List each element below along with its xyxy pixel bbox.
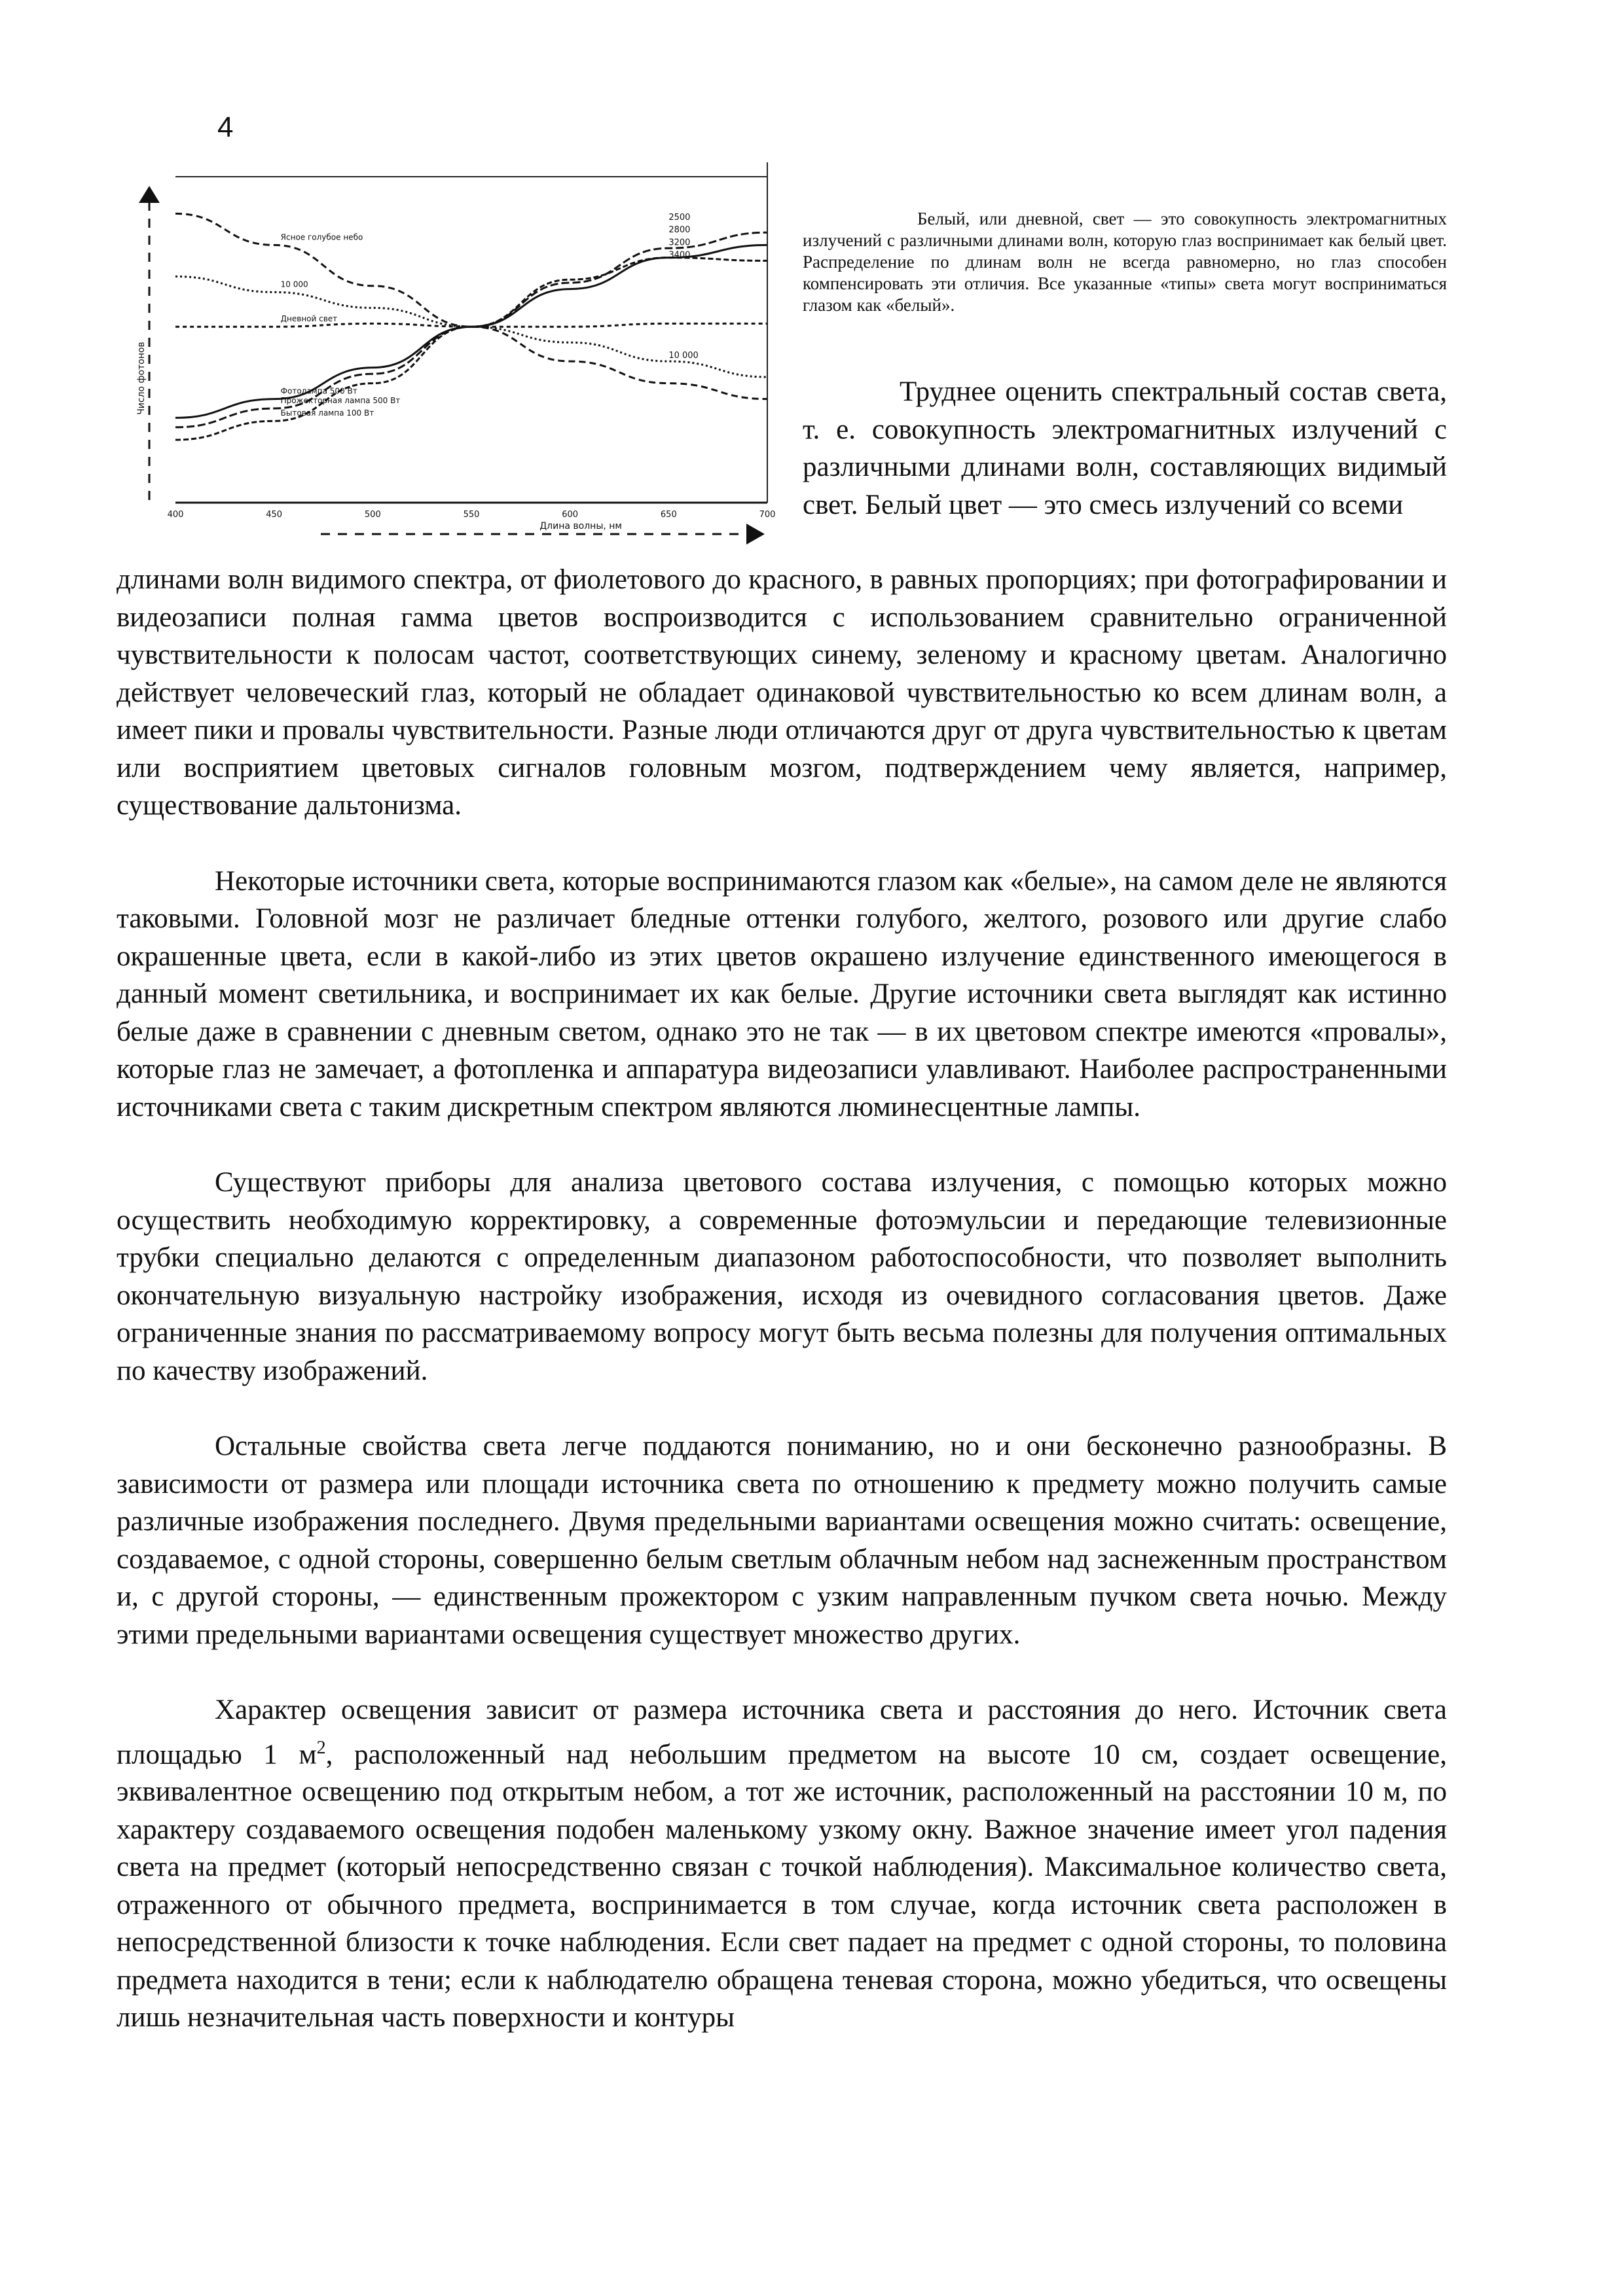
paragraph-5-part-a: Характер освещения зависит от размера источника света и расстояния до него. Источник света площадью 1 м [117, 1695, 1447, 1770]
body-text [117, 561, 1447, 2075]
series-label-4: Прожекторная лампа 500 Вт [280, 396, 401, 405]
y-axis-arrow [139, 186, 160, 203]
x-tick-label: 400 [167, 510, 184, 520]
series-label-3: Фотолампа 500 Вт [280, 386, 357, 396]
paragraph-4: Остальные свойства света легче поддаются пониманию, но и они бесконечно разнообразны. В зависимости от размера или площади источника света по отношению к предмету можно получить самые различные изображения последнего. Двумя предельными вариантами освещения можно считать: освещение, создаваемое, с одной стороны, совершенно белым светлым облачным небом над заснеженным пространством и, с другой стороны, — единственным прожектором с узким направленным пучком света ночью. Между этими предельными вариантами освещения существует множество других. [117, 1431, 1447, 1650]
paragraph-2: Некоторые источники света, которые воспринимаются глазом как «белые», на самом деле не являются таковыми. Головной мозг не различает бледные оттенки голубого, желтого, розового или другие слабо окрашенные цвета, если в какой-либо из этих цветов окрашено излучение единственного имеющегося в данный момент светильника, и воспринимает их как белые. Другие источники света выглядят как истинно белые даже в сравнении с дневным светом, однако это не так — в их цветовом спектре имеются «провалы», которые глаз не замечает, а фотопленка и аппаратура видеозаписи улавливают. Наиболее распространенными источниками света с таким дискретным спектром являются люминесцентные лампы. [117, 865, 1447, 1122]
series-label-1: Дневной свет [280, 314, 338, 324]
x-axis-label: Длина волны, нм [539, 521, 622, 531]
temperature-annotation-3: 3400 [668, 250, 691, 260]
temperature-annotation-2: 3200 [668, 238, 691, 248]
y-axis-label: Число фотонов [136, 342, 147, 415]
paragraph-3: Существуют приборы для анализа цветового состава излучения, с помощью которых можно осуществить необходимую корректировку, а современные фотоэмульсии и передающие телевизионные трубки специально делаются с определенным диапазоном работоспособности, что позволяет выполнить окончательную визуальную настройку изображения, исходя из очевидного согласования цветов. Даже ограниченные знания по рассматриваемому вопросу могут быть весьма полезны для получения оптимальных по качеству изображений. [117, 1167, 1447, 1386]
paragraph-5-superscript: 2 [316, 1737, 326, 1758]
paragraph-1-continued: длинами волн видимого спектра, от фиолетового до красного, в равных пропорциях; при фотографировании и видеозаписи полная гамма цветов воспроизводится с использованием сравнительно ограниченной чувствительности к полосам частот, соответствующих синему, зеленому и красному цветам. Аналогично действует человеческий глаз, который не обладает одинаковой чувствительностью ко всем длинам волн, а имеет пики и провалы чувствительности. Разные люди отличаются друг от друга чувствительностью к цветам или восприятием цветовых сигналов головным мозгом, подтверждением чему является, например, существование дальтонизма. [117, 564, 1447, 821]
series-line-5 [175, 258, 767, 440]
series-label-0: Ясное голубое небо [280, 232, 363, 242]
x-tick-label: 500 [364, 510, 381, 520]
spectral-distribution-chart [124, 162, 776, 548]
x-tick-label: 650 [660, 510, 677, 520]
chart-svg [124, 162, 776, 548]
ticks-layer [168, 510, 776, 520]
x-tick-label: 550 [463, 510, 480, 520]
temperature-annotation-0: 2500 [668, 213, 691, 223]
x-tick-label: 700 [759, 510, 776, 520]
temperature-annotation-4: 10 000 [668, 351, 699, 361]
temperature-annotation-1: 2800 [668, 225, 691, 236]
x-tick-label: 450 [266, 510, 283, 520]
page-number: 4 [217, 111, 234, 143]
series-line-3 [175, 245, 767, 418]
paragraph-5 [117, 1691, 1447, 2037]
x-axis-arrow [746, 524, 765, 545]
series-label-5: Бытовая лампа 100 Вт [280, 408, 374, 418]
paragraph-5-part-b: , расположенный над небольшим предметом на высоте 10 см, создает освещение, эквивалентное освещению под открытым небом, а тот же источник, расположенный на расстоянии 10 м, по характеру создаваемого освещения подобен маленькому узкому окну. Важное значение имеет угол падения света на предмет (который непосредственно связан с точкой наблюдения). Максимальное количество света, отраженного от обычного предмета, воспринимается в том случае, когда источник света расположен в непосредственной близости к точке наблюдения. Если свет падает на предмет с одной стороны, то половина предмета находится в тени; если к наблюдателю обращена теневая сторона, можно убедиться, что освещены лишь незначительная часть поверхности и контуры [117, 1738, 1447, 2034]
series-line-4 [175, 232, 767, 427]
paragraph-lead: Труднее оценить спектральный состав света, т. е. совокупность электромагнитных излучений с различными длинами волн, составляющих видимый свет. Белый цвет — это смесь излучений со всеми [803, 376, 1447, 520]
series-label-2: 10 000 [280, 279, 308, 289]
x-tick-label: 600 [562, 510, 579, 520]
figure-caption: Белый, или дневной, свет — это совокупность электромагнитных излучений с различными длинами волн, которую глаз воспринимает как белый цвет. Распределение по длинам волн не всегда равномерно, но глаз способен компенсировать эти отличия. Все указанные «типы» света могут восприниматься глазом как «белый». [803, 209, 1447, 315]
series-layer [175, 213, 767, 440]
